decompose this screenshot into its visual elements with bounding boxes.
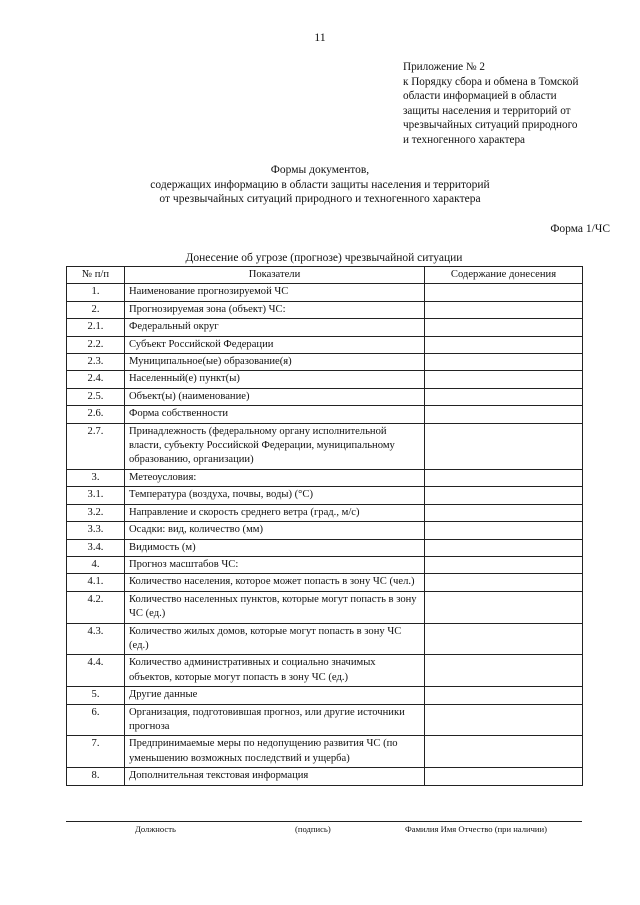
row-content: [425, 736, 583, 768]
row-indicator: Прогноз масштабов ЧС:: [125, 556, 425, 573]
signature-sign-label: (подпись): [295, 824, 331, 834]
appendix-line: чрезвычайных ситуаций природного: [403, 119, 578, 131]
row-number: 7.: [67, 736, 125, 768]
row-indicator: Дополнительная текстовая информация: [125, 768, 425, 785]
row-number: 3.4.: [67, 539, 125, 556]
table-row: [67, 319, 583, 336]
row-content: [425, 301, 583, 318]
row-number: 8.: [67, 768, 125, 785]
appendix-line: и техногенного характера: [403, 133, 526, 146]
table-row: [67, 591, 583, 623]
signature-line: [66, 821, 582, 822]
row-content: [425, 487, 583, 504]
row-content: [425, 655, 583, 687]
forms-title-line: от чрезвычайных ситуаций природного и техногенного характера: [159, 193, 481, 205]
row-indicator: Объект(ы) (наименование): [125, 388, 425, 405]
row-number: 2.3.: [67, 354, 125, 371]
row-number: 2.5.: [67, 388, 125, 405]
table-row: [67, 736, 583, 768]
row-indicator: Метеоусловия:: [125, 469, 425, 486]
row-indicator: Направление и скорость среднего ветра (град., м/с): [125, 504, 425, 521]
row-content: [425, 354, 583, 371]
row-indicator: Муниципальное(ые) образование(я): [125, 354, 425, 371]
row-indicator: Количество жилых домов, которые могут попасть в зону ЧС (ед.): [125, 623, 425, 655]
table-row: [67, 539, 583, 556]
table-header-row: [67, 267, 583, 284]
row-content: [425, 504, 583, 521]
row-content: [425, 687, 583, 704]
report-table: [66, 266, 583, 786]
row-indicator: Принадлежность (федеральному органу исполнительной власти, субъекту Российской Федерации, муниципальному образованию, организации): [125, 423, 425, 469]
page-number: 11: [314, 30, 326, 44]
row-indicator: Температура (воздуха, почвы, воды) (°С): [125, 487, 425, 504]
row-number: 4.3.: [67, 623, 125, 655]
forms-title-line: содержащих информацию в области защиты населения и территорий: [150, 178, 490, 191]
row-indicator: Прогнозируемая зона (объект) ЧС:: [125, 301, 425, 318]
row-number: 5.: [67, 687, 125, 704]
row-indicator: Предпринимаемые меры по недопущению развития ЧС (по уменьшению возможных последствий и ущерба): [125, 736, 425, 768]
table-row: [67, 768, 583, 785]
row-content: [425, 284, 583, 301]
signature-name-label: Фамилия Имя Отчество (при наличии): [405, 824, 547, 834]
appendix-note: [403, 60, 623, 147]
row-content: [425, 388, 583, 405]
row-content: [425, 574, 583, 591]
row-number: 2.4.: [67, 371, 125, 388]
table-row: [67, 504, 583, 521]
row-content: [425, 319, 583, 336]
appendix-line: защиты населения и территорий от: [403, 104, 571, 117]
table-row: [67, 687, 583, 704]
header-number: № п/п: [67, 267, 125, 284]
signature-position-label: Должность: [135, 824, 176, 834]
row-content: [425, 556, 583, 573]
row-content: [425, 406, 583, 423]
row-number: 4.1.: [67, 574, 125, 591]
row-indicator: Количество населения, которое может попасть в зону ЧС (чел.): [125, 574, 425, 591]
row-number: 3.: [67, 469, 125, 486]
appendix-line: Приложение № 2: [403, 61, 485, 73]
table-row: [67, 522, 583, 539]
row-indicator: Количество населенных пунктов, которые могут попасть в зону ЧС (ед.): [125, 591, 425, 623]
row-number: 4.4.: [67, 655, 125, 687]
table-row: [67, 655, 583, 687]
table-row: [67, 371, 583, 388]
row-indicator: Организация, подготовившая прогноз, или другие источники прогноза: [125, 704, 425, 736]
row-indicator: Количество административных и социально значимых объектов, которые могут попасть в зону ЧС (ед.): [125, 655, 425, 687]
table-row: [67, 423, 583, 469]
appendix-line: области информацией в области: [403, 90, 557, 102]
row-content: [425, 623, 583, 655]
row-indicator: Наименование прогнозируемой ЧС: [125, 284, 425, 301]
report-title: Донесение об угрозе (прогнозе) чрезвычайной ситуации: [185, 252, 463, 264]
row-number: 2.1.: [67, 319, 125, 336]
row-content: [425, 768, 583, 785]
row-number: 2.6.: [67, 406, 125, 423]
row-indicator: Осадки: вид, количество (мм): [125, 522, 425, 539]
forms-title-line: Формы документов,: [270, 164, 370, 176]
row-content: [425, 423, 583, 469]
form-code: Форма 1/ЧС: [550, 223, 610, 235]
row-number: 2.7.: [67, 423, 125, 469]
row-indicator: Населенный(е) пункт(ы): [125, 371, 425, 388]
row-number: 3.1.: [67, 487, 125, 504]
table-row: [67, 284, 583, 301]
row-indicator: Субъект Российской Федерации: [125, 336, 425, 353]
row-number: 3.2.: [67, 504, 125, 521]
row-number: 4.2.: [67, 591, 125, 623]
row-number: 3.3.: [67, 522, 125, 539]
header-indicators: Показатели: [125, 267, 425, 284]
header-content: Содержание донесения: [425, 267, 583, 284]
table-row: [67, 301, 583, 318]
row-content: [425, 591, 583, 623]
row-content: [425, 522, 583, 539]
row-content: [425, 336, 583, 353]
row-content: [425, 469, 583, 486]
table-row: [67, 406, 583, 423]
table-row: [67, 336, 583, 353]
table-body: [67, 284, 583, 785]
table-row: [67, 556, 583, 573]
table-row: [67, 388, 583, 405]
table-row: [67, 623, 583, 655]
row-number: 6.: [67, 704, 125, 736]
row-indicator: Видимость (м): [125, 539, 425, 556]
row-number: 2.2.: [67, 336, 125, 353]
appendix-line: к Порядку сбора и обмена в Томской: [403, 75, 579, 88]
row-number: 2.: [67, 301, 125, 318]
forms-title: [0, 163, 640, 207]
row-indicator: Федеральный округ: [125, 319, 425, 336]
row-indicator: Другие данные: [125, 687, 425, 704]
table-row: [67, 354, 583, 371]
row-content: [425, 371, 583, 388]
row-indicator: Форма собственности: [125, 406, 425, 423]
row-number: 4.: [67, 556, 125, 573]
row-number: 1.: [67, 284, 125, 301]
table-row: [67, 469, 583, 486]
row-content: [425, 539, 583, 556]
table-row: [67, 487, 583, 504]
table-row: [67, 704, 583, 736]
table-row: [67, 574, 583, 591]
row-content: [425, 704, 583, 736]
